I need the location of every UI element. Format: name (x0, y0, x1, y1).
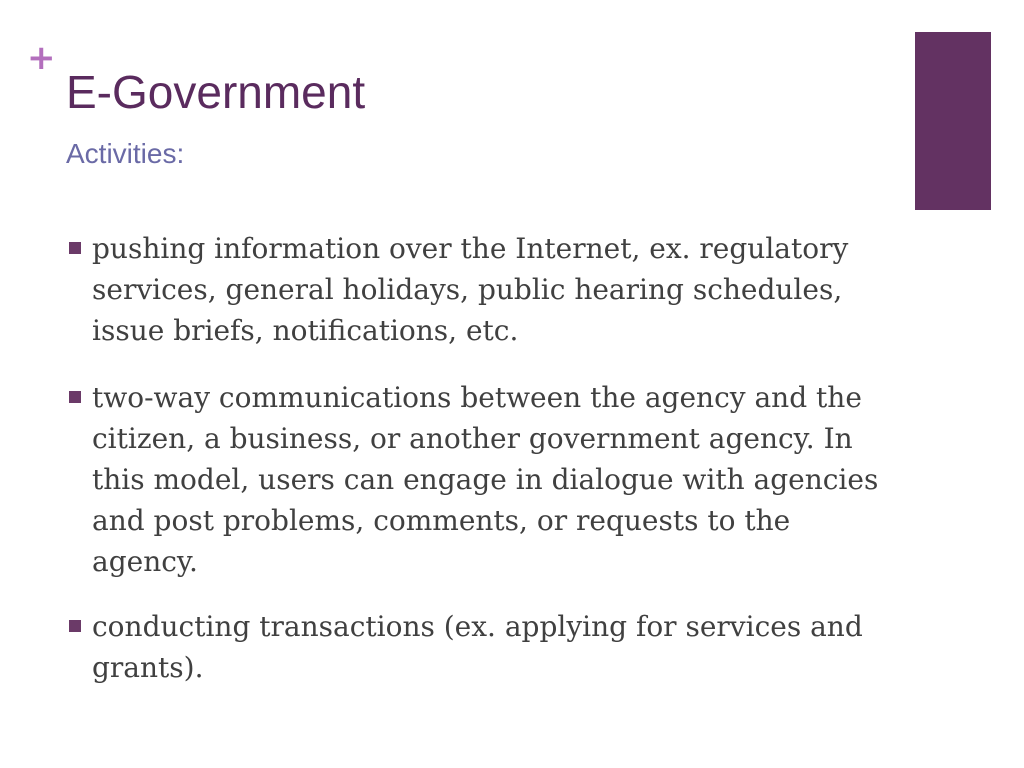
square-bullet-icon (69, 620, 81, 632)
slide-subtitle: Activities: (66, 138, 185, 169)
square-bullet-icon (69, 391, 81, 403)
accent-bar (915, 32, 991, 210)
bullet-item (66, 606, 896, 688)
bullet-text: two-way communications between the agency and the citizen, a business, or another government agency. In this model, users can engage in dialogue with agencies and post problems, comments, or requests to the agency. (92, 381, 879, 578)
bullet-item (66, 377, 896, 582)
square-bullet-icon (69, 242, 81, 254)
bullet-item (66, 228, 896, 351)
bullet-list (66, 228, 896, 714)
plus-icon: + (27, 38, 56, 78)
bullet-text: conducting transactions (ex. applying for services and grants). (92, 610, 863, 684)
bullet-text: pushing information over the Internet, ex. regulatory services, general holidays, public hearing schedules, issue briefs, notifications, etc. (92, 232, 849, 347)
slide-title: E-Government (66, 66, 366, 118)
